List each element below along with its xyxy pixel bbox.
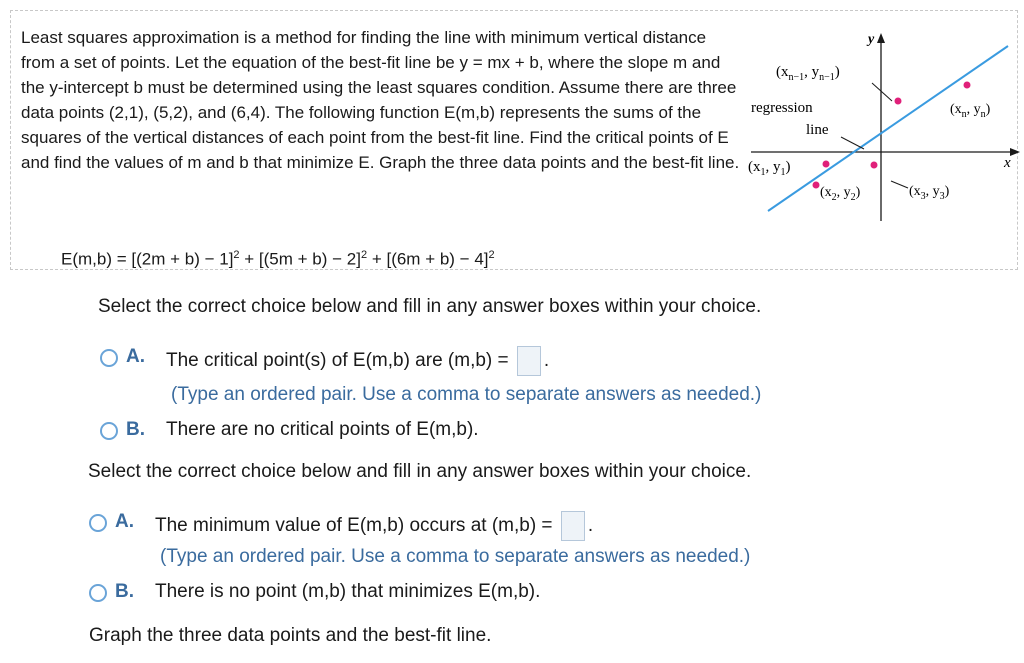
part2-letter-b: B. xyxy=(115,581,134,602)
part1-radio-b[interactable] xyxy=(100,422,118,440)
part2-answer-box[interactable] xyxy=(561,511,585,541)
part1-answer-box[interactable] xyxy=(517,346,541,376)
part1-radio-a[interactable] xyxy=(100,349,118,367)
point-x2 xyxy=(813,182,820,189)
formula-term-3: [(6m + b) − 4] xyxy=(386,249,489,269)
problem-text xyxy=(21,25,741,175)
problem-statement-box xyxy=(10,10,1018,270)
formula-plus-1: + xyxy=(239,249,259,269)
label-xn1-yn1: ($x_{n-1}$, $y_{n-1}$) xyxy=(776,64,840,83)
figure-svg xyxy=(746,21,1024,231)
label-xn-yn: ($x_n$, $y_n$) xyxy=(950,102,991,120)
label-x1-y1: ($x_1$, $y_1$) xyxy=(748,159,791,178)
part1-prompt: Select the correct choice below and fill in any answer boxes within your choice. xyxy=(98,296,762,317)
formula-exp-3: 2 xyxy=(488,249,495,261)
part2-letter-a: A. xyxy=(115,511,134,532)
part2-choice-b[interactable] xyxy=(89,581,540,603)
part2-text-a: The minimum value of E(m,b) occurs at (m,b) = . xyxy=(155,511,593,541)
part1-hint: (Type an ordered pair. Use a comma to separate answers as needed.) xyxy=(171,384,762,405)
problem-paragraph: Least squares approximation is a method for finding the line with minimum vertical distance from a set of points. Let the equation of the best-fit line be y = mx + b, where the slope m and the y-intercept b must be determined using the least squares condition. Assume there are three data points (2,1), (5,2), and (6,4). The following function E(m,b) represents the sums of the squares of the vertical distances of each point from the best-fit line. Find the critical points of E and find the values of m and b that minimize E. Graph the three data points and the best-fit line. xyxy=(21,28,740,172)
point-xn xyxy=(964,82,971,89)
point-x1 xyxy=(823,161,830,168)
part1-choice-b[interactable] xyxy=(100,419,479,441)
part2-radio-b[interactable] xyxy=(89,584,107,602)
formula-exp-2: 2 xyxy=(360,249,368,261)
part1-choice-a[interactable] xyxy=(100,346,549,376)
x-axis-arrow xyxy=(1010,148,1020,156)
part1-text-b: There are no critical points of E(m,b). xyxy=(166,419,479,440)
part3-prompt: Graph the three data points and the best-fit line. xyxy=(89,625,492,646)
point-x3 xyxy=(871,162,878,169)
part2-prompt: Select the correct choice below and fill in any answer boxes within your choice. xyxy=(88,461,752,482)
part2-hint: (Type an ordered pair. Use a comma to separate answers as needed.) xyxy=(160,546,751,567)
formula-term-2: [(5m + b) − 2] xyxy=(258,249,361,269)
x-axis-label: x xyxy=(1004,155,1011,171)
formula-term-1: [(2m + b) − 1] xyxy=(131,249,234,269)
formula-lhs: E(m,b) = xyxy=(61,249,132,269)
least-squares-figure xyxy=(746,21,1024,231)
label-x2-y2: ($x_2$, $y_2$) xyxy=(820,185,861,203)
part1-letter-b: B. xyxy=(126,419,145,440)
part2-text-b: There is no point (m,b) that minimizes E(m,b). xyxy=(155,581,541,602)
part1-text-a: The critical point(s) of E(m,b) are (m,b) = . xyxy=(166,346,549,376)
part2-radio-a[interactable] xyxy=(89,514,107,532)
point-xn1 xyxy=(895,98,902,105)
part1-letter-a: A. xyxy=(126,346,145,367)
error-function-formula xyxy=(61,249,495,270)
part2-choice-a[interactable] xyxy=(89,511,593,541)
regression-label-bottom: line xyxy=(806,122,829,138)
formula-exp-1: 2 xyxy=(233,249,240,261)
y-axis-label: y xyxy=(868,32,875,47)
label-x3-y3: ($x_3$, $y_3$) xyxy=(909,184,950,202)
y-axis-arrow xyxy=(877,33,885,43)
regression-leader xyxy=(841,137,864,149)
leader-3 xyxy=(891,181,908,188)
regression-label-top: regression xyxy=(751,100,813,116)
formula-plus-2: + xyxy=(367,249,387,269)
leader-n1 xyxy=(872,83,892,101)
